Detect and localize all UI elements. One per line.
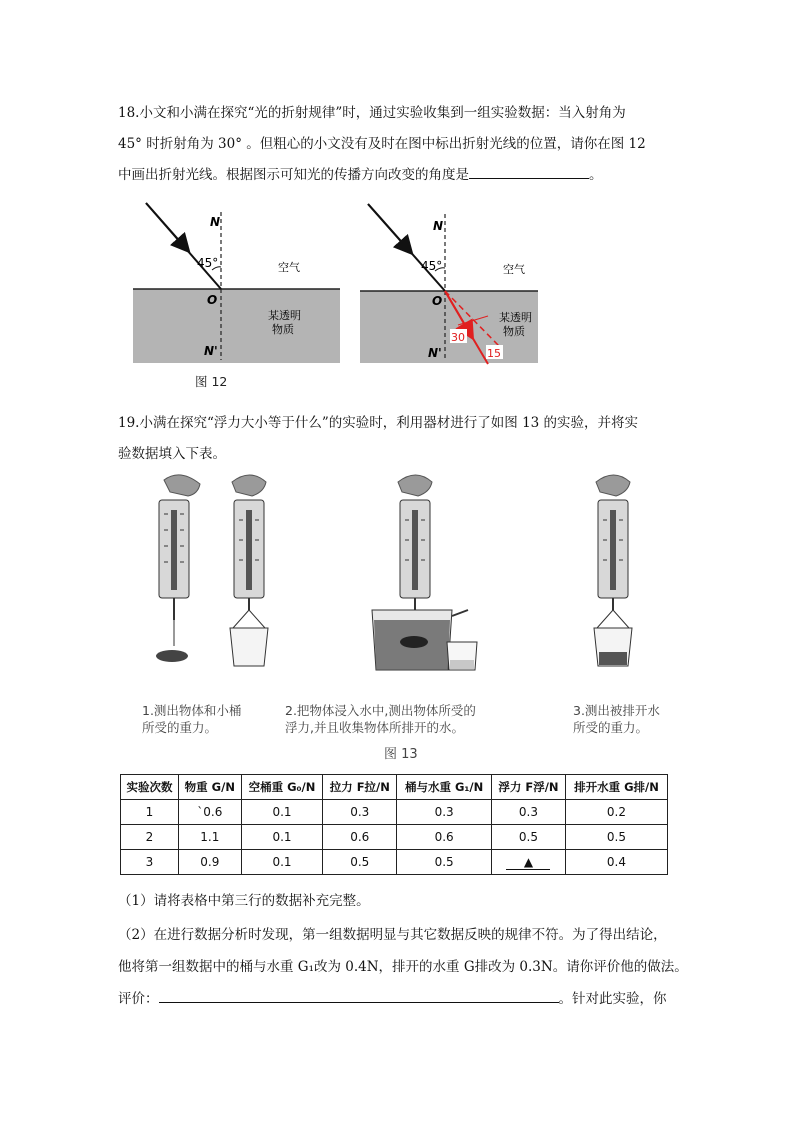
q19-part3-prefix: 评价： (118, 991, 159, 1007)
label-N-right: N (433, 219, 444, 233)
annotation-30: 30 (451, 331, 465, 344)
q18-line3-suffix: 。 (589, 167, 603, 183)
fig13-cap3-line2: 所受的重力。 (573, 720, 649, 735)
table-cell: 0.3 (397, 800, 492, 825)
label-medium-right-2: 物质 (503, 325, 525, 338)
fig13-cap2-line1: 2.把物体浸入水中,测出物体所受的 (285, 703, 476, 718)
fig12-caption: 图 12 (195, 374, 228, 389)
table-cell: 0.3 (323, 800, 397, 825)
table-cell: 0.1 (241, 850, 323, 875)
table-cell: 1.1 (178, 825, 241, 850)
table-row (121, 800, 668, 825)
header-displaced-water: 排开水重 G排/N (565, 775, 667, 800)
table-cell: 0.1 (241, 825, 323, 850)
fig13-caption-2 (285, 702, 476, 736)
q19-part1: （1）请将表格中第三行的数据补充完整。 (118, 893, 370, 909)
label-N-left: N (210, 215, 221, 229)
label-Nprime-right: N' (428, 346, 442, 360)
table-row (121, 825, 668, 850)
header-buoyancy: 浮力 F浮/N (491, 775, 565, 800)
fig13-caption-3 (573, 702, 660, 736)
table-cell: 0.6 (323, 825, 397, 850)
label-45-left: 45° (197, 256, 219, 270)
label-O-left: O (207, 293, 218, 307)
header-bucket-water: 桶与水重 G₁/N (397, 775, 492, 800)
header-pull-force: 拉力 F拉/N (323, 775, 397, 800)
evaluation-answer-blank[interactable] (159, 988, 559, 1003)
label-45-right: 45° (421, 259, 443, 273)
q18-line1: 18.小文和小满在探究“光的折射规律”时，通过实验收集到一组实验数据：当入射角为 (118, 105, 626, 121)
table-cell: 3 (121, 850, 179, 875)
figure-13 (140, 470, 680, 680)
spring-scale-2 (230, 475, 268, 666)
table-header-row (121, 775, 668, 800)
medium-left (133, 289, 340, 363)
table-cell: 0.5 (397, 850, 492, 875)
table-cell: 0.9 (178, 850, 241, 875)
fig13-cap1-line2: 所受的重力。 (142, 720, 218, 735)
q19-part2-line1: （2）在进行数据分析时发现，第一组数据明显与其它数据反映的规律不符。为了得出结论， (118, 927, 667, 943)
fig13-title: 图 13 (384, 747, 418, 762)
spring-scale-1 (156, 475, 200, 662)
fig13-caption-1 (142, 702, 241, 736)
spring-scale-4 (594, 475, 632, 666)
table-cell: 0.3 (491, 800, 565, 825)
q19-part3 (118, 988, 667, 1009)
q18-line2: 45° 时折射角为 30° 。但粗心的小文没有及时在图中标出折射光线的位置，请你在图 12 (118, 136, 646, 152)
spring-scale-3 (372, 475, 477, 670)
label-medium-left-2: 物质 (272, 323, 294, 336)
table-cell: 2 (121, 825, 179, 850)
table-cell: 0.5 (323, 850, 397, 875)
buoyancy-answer-blank[interactable]: ▲ (506, 855, 550, 870)
table-cell: 0.5 (491, 825, 565, 850)
table-cell: 0.6 (397, 825, 492, 850)
table-cell: 1 (121, 800, 179, 825)
experiment-table (120, 774, 668, 875)
fig13-cap3-line1: 3.测出被排开水 (573, 703, 660, 718)
table-cell: 0.2 (565, 800, 667, 825)
q19-line1: 19.小满在探究“浮力大小等于什么”的实验时，利用器材进行了如图 13 的实验，并将实 (118, 415, 639, 431)
label-O-right: O (432, 294, 443, 308)
table-cell: 0.1 (241, 800, 323, 825)
q19-line2: 验数据填入下表。 (118, 446, 226, 462)
header-trial: 实验次数 (121, 775, 179, 800)
label-air-right: 空气 (503, 263, 525, 276)
table-row (121, 850, 668, 875)
label-medium-right-1: 某透明 (499, 311, 532, 324)
figure-12 (120, 198, 550, 398)
table-cell-answer[interactable] (491, 850, 565, 875)
q18-line3-prefix: 中画出折射光线。根据图示可知光的传播方向改变的角度是 (118, 167, 469, 183)
q18-answer-blank[interactable] (469, 164, 589, 179)
q19-part3-suffix: 。针对此实验，你 (558, 991, 667, 1007)
table-cell: 0.4 (565, 850, 667, 875)
q19-part2-line2: 他将第一组数据中的桶与水重 G₁改为 0.4N，排开的水重 G排改为 0.3N。请你评价他的做法。 (118, 959, 688, 975)
table-cell: `0.6 (178, 800, 241, 825)
fig13-cap2-line2: 浮力,并且收集物体所排开的水。 (285, 720, 464, 735)
header-object-weight: 物重 G/N (178, 775, 241, 800)
label-medium-left-1: 某透明 (268, 309, 301, 322)
q18-line3 (118, 164, 603, 185)
label-air-left: 空气 (278, 261, 300, 274)
table-cell: 0.5 (565, 825, 667, 850)
header-empty-bucket: 空桶重 G₀/N (241, 775, 323, 800)
annotation-15: 15 (487, 347, 501, 360)
fig13-cap1-line1: 1.测出物体和小桶 (142, 703, 242, 718)
label-Nprime-left: N' (204, 344, 218, 358)
